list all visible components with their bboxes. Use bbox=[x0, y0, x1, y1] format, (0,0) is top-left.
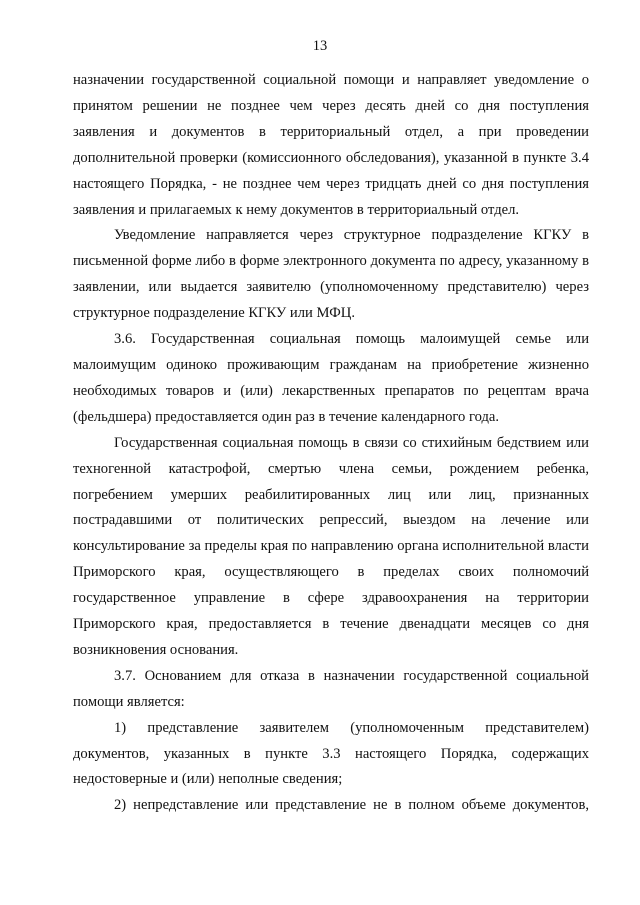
body-text bbox=[73, 68, 589, 819]
paragraph-refusal-reason-1: 1) представление заявителем (уполномоченным представителем) документов, указанных в пункте 3.3 настоящего Порядка, содержащих недостоверные и (или) неполные сведения; bbox=[73, 719, 589, 788]
paragraph-3-6: 3.6. Государственная социальная помощь малоимущей семье или малоимущим одиноко проживающим гражданам на приобретение жизненно необходимых товаров и (или) лекарственных препаратов по рецептам врача (фельдшера) предоставляется один раз в течение календарного года. bbox=[73, 331, 589, 425]
paragraph-refusal-reason-2: 2) непредставление или представление не в полном объеме документов, bbox=[114, 797, 589, 814]
paragraph-notification-delivery: Уведомление направляется через структурное подразделение КГКУ в письменной форме либо в форме электронного документа по адресу, указанному в заявлении, или выдается заявителю (уполномоченному представителю) через структурное подразделение КГКУ или МФЦ. bbox=[73, 227, 589, 322]
paragraph-3-7: 3.7. Основанием для отказа в назначении государственной социальной помощи является: bbox=[73, 667, 589, 710]
paragraph-emergency-assistance: Государственная социальная помощь в связи со стихийным бедствием или техногенной катастрофой, смертью члена семьи, рождением ребенка, погребением умерших реабилитированных лиц или лиц, признанных пострадавшими от политических репрессий, выездом на лечение или консультирование за пределы края по направлению органа исполнительной власти Приморского края, осуществляющего в пределах своих полномочий государственное управление в сфере здравоохранения на территории Приморского края, предоставляется в течение двенадцати месяцев со дня возникновения основания. bbox=[73, 434, 589, 658]
paragraph-notification-decision: назначении государственной социальной помощи и направляет уведомление о принятом решении не позднее чем через десять дней со дня поступления заявления и документов в территориальный отдел, а при проведении дополнительной проверки (комиссионного обследования), указанной в пункте 3.4 настоящего Порядка, - не позднее чем через тридцать дней со дня поступления заявления и прилагаемых к нему документов в территориальный отдел. bbox=[73, 72, 589, 218]
page-number: 13 bbox=[312, 38, 328, 54]
